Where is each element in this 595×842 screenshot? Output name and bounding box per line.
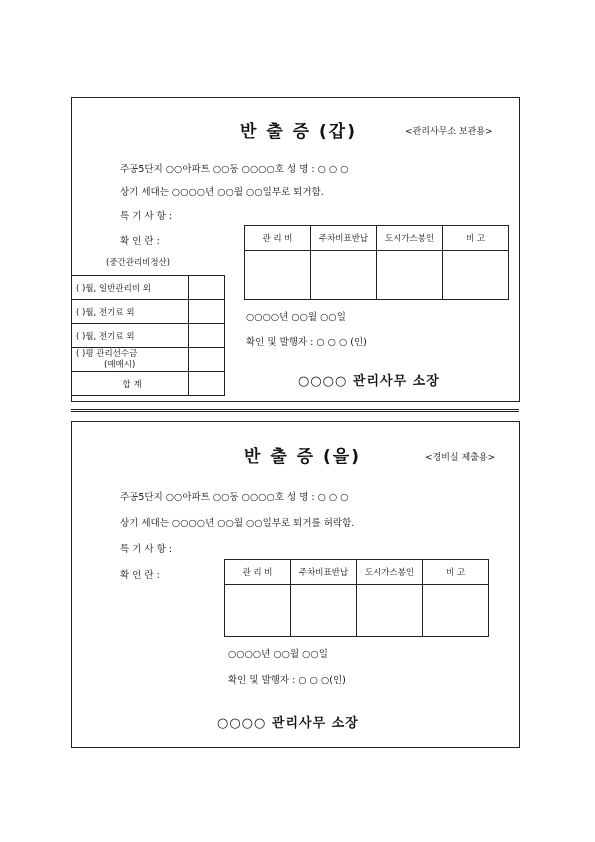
col-header: 관 리 비 xyxy=(225,560,291,585)
settlement-row-label: ( )월, 일반관리비 외 xyxy=(72,276,189,300)
form-a-settlement-label: (중간관리비정산) xyxy=(106,258,171,268)
form-b-move-out-line: 상기 세대는 ○○○○년 ○○월 ○○일부로 퇴거를 허락함. xyxy=(120,518,355,529)
settlement-value[interactable] xyxy=(189,276,225,300)
form-a-date: ○○○○년 ○○월 ○○일 xyxy=(246,312,346,323)
form-a-title: 반 출 증 (갑) xyxy=(240,122,357,142)
settlement-total-value[interactable] xyxy=(189,372,225,396)
settlement-row-sublabel: (매매시) xyxy=(104,359,136,370)
col-header: 주차비표반납 xyxy=(311,226,377,251)
form-a-purpose: <관리사무소 보관용> xyxy=(405,127,493,137)
form-b-special-notes: 특 기 사 항 : xyxy=(120,544,172,555)
col-header: 관 리 비 xyxy=(245,226,311,251)
form-b-date: ○○○○년 ○○월 ○○일 xyxy=(228,649,328,660)
check-cell[interactable] xyxy=(225,585,291,637)
col-header: 주차비표반납 xyxy=(291,560,357,585)
settlement-row-label: ( )월, 전기료 외 xyxy=(72,324,189,348)
form-b-issuer: 확인 및 발행자 : ○ ○ ○(인) xyxy=(228,675,346,686)
form-b-title: 반 출 증 (을) xyxy=(244,447,361,467)
check-cell[interactable] xyxy=(357,585,423,637)
form-a-office-head: ○○○○ 관리사무 소장 xyxy=(298,374,440,389)
form-b-purpose: <경비실 제출용> xyxy=(425,453,496,463)
form-a-resident-line: 주공5단지 ○○아파트 ○○동 ○○○○호 성 명 : ○ ○ ○ xyxy=(120,164,349,175)
form-a-settlement-table xyxy=(71,275,225,396)
form-a-move-out-line: 상기 세대는 ○○○○년 ○○월 ○○일부로 퇴거함. xyxy=(120,187,324,198)
settlement-value[interactable] xyxy=(189,300,225,324)
form-b-confirm-label: 확 인 란 : xyxy=(120,570,160,581)
check-cell[interactable] xyxy=(443,251,509,300)
form-a-issuer: 확인 및 발행자 : ○ ○ ○ (인) xyxy=(246,337,367,348)
form-b-check-table xyxy=(224,559,489,637)
col-header: 도시가스봉인 xyxy=(357,560,423,585)
settlement-row-prepaid xyxy=(72,348,189,372)
form-a-check-table xyxy=(244,225,509,300)
form-a-confirm-label: 확 인 란 : xyxy=(120,236,160,247)
cut-line xyxy=(71,411,519,412)
col-header: 비 고 xyxy=(443,226,509,251)
check-cell[interactable] xyxy=(291,585,357,637)
form-a-special-notes: 특 기 사 항 : xyxy=(120,211,172,222)
form-b-office-head: ○○○○ 관리사무 소장 xyxy=(217,716,359,731)
col-header: 도시가스봉인 xyxy=(377,226,443,251)
check-cell[interactable] xyxy=(377,251,443,300)
settlement-row-label: ( )월, 전기료 외 xyxy=(72,300,189,324)
check-cell[interactable] xyxy=(423,585,489,637)
check-cell[interactable] xyxy=(311,251,377,300)
form-b-resident-line: 주공5단지 ○○아파트 ○○동 ○○○○호 성 명 : ○ ○ ○ xyxy=(120,492,349,503)
settlement-row-label: ( )평 관리선수금 xyxy=(76,348,138,359)
settlement-total-label: 합 계 xyxy=(72,372,189,396)
settlement-value[interactable] xyxy=(189,324,225,348)
check-cell[interactable] xyxy=(245,251,311,300)
settlement-value[interactable] xyxy=(189,348,225,372)
col-header: 비 고 xyxy=(423,560,489,585)
cut-line xyxy=(71,409,519,410)
